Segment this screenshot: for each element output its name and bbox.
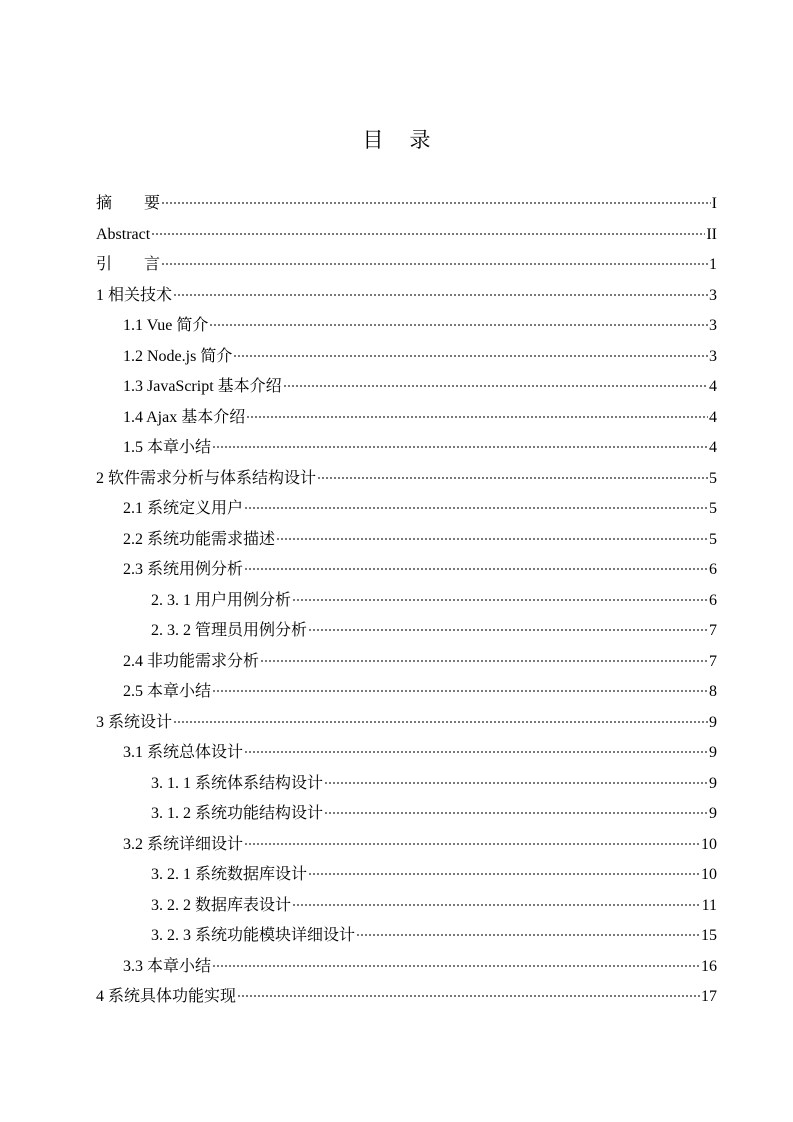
toc-entry[interactable] (96, 555, 717, 586)
toc-leader-dots (173, 721, 708, 723)
toc-entry[interactable] (96, 982, 717, 1013)
toc-entry-label: 3 系统设计 (96, 713, 173, 731)
toc-entry-page-number: 11 (701, 896, 717, 914)
toc-leader-dots (161, 263, 708, 265)
toc-leader-dots (324, 812, 708, 814)
toc-entry[interactable] (96, 525, 717, 556)
toc-entry-label: 3. 2. 2 数据库表设计 (151, 896, 292, 914)
toc-leader-dots (308, 873, 700, 875)
toc-leader-dots (212, 446, 708, 448)
toc-entry-page-number: 1 (709, 256, 717, 273)
toc-entry-page-number: 5 (709, 500, 717, 517)
toc-leader-dots (246, 416, 708, 418)
toc-entry-label: 1.4 Ajax 基本介绍 (123, 408, 246, 426)
toc-entry[interactable] (96, 433, 717, 464)
toc-leader-dots (161, 202, 711, 204)
toc-entry[interactable] (96, 799, 717, 830)
toc-entry-page-number: I (711, 195, 717, 212)
toc-entry[interactable] (96, 342, 717, 373)
toc-entry-label: 3. 2. 1 系统数据库设计 (151, 866, 308, 883)
toc-entry-page-number: 10 (701, 866, 717, 883)
toc-entry[interactable] (96, 738, 717, 769)
toc-entry-label: 2.2 系统功能需求描述 (123, 530, 276, 548)
toc-entry-label: 2.1 系统定义用户 (123, 500, 244, 517)
toc-entry[interactable] (96, 677, 717, 708)
toc-entry-label: 1.2 Node.js 简介 (123, 347, 233, 365)
toc-entry-label: 3. 1. 2 系统功能结构设计 (151, 805, 324, 822)
toc-entry-page-number: II (706, 225, 717, 243)
page-title-char-2: 录 (409, 128, 431, 152)
toc-entry[interactable] (96, 769, 717, 800)
toc-entry-label: 1 相关技术 (96, 286, 173, 304)
page-title (0, 126, 793, 154)
toc-leader-dots (292, 599, 708, 601)
toc-entry-label: 4 系统具体功能实现 (96, 988, 237, 1005)
toc-leader-dots (233, 355, 708, 357)
toc-entry-label: 1.1 Vue 简介 (123, 317, 209, 334)
toc-entry[interactable] (96, 189, 717, 220)
toc-leader-dots (212, 690, 708, 692)
toc-entry[interactable] (96, 220, 717, 251)
toc-entry[interactable] (96, 311, 717, 342)
toc-entry-label: 1.3 JavaScript 基本介绍 (123, 378, 282, 395)
toc-leader-dots (209, 324, 708, 326)
toc-leader-dots (244, 568, 708, 570)
toc-entry-label: 3.1 系统总体设计 (123, 744, 244, 761)
toc-entry-label: 1.5 本章小结 (123, 439, 212, 456)
table-of-contents (96, 189, 717, 1013)
toc-entry-page-number: 4 (709, 378, 717, 395)
toc-leader-dots (356, 934, 700, 936)
toc-entry-label: 2.5 本章小结 (123, 683, 212, 700)
toc-entry-label: 摘 要 (96, 195, 161, 212)
toc-entry-page-number: 5 (709, 469, 717, 487)
toc-leader-dots (308, 629, 708, 631)
toc-leader-dots (260, 660, 708, 662)
toc-leader-dots (244, 751, 708, 753)
toc-entry-page-number: 6 (709, 591, 717, 609)
toc-entry[interactable] (96, 952, 717, 983)
toc-leader-dots (324, 782, 708, 784)
toc-leader-dots (212, 965, 700, 967)
toc-entry[interactable] (96, 616, 717, 647)
toc-entry-page-number: 4 (709, 408, 717, 426)
toc-entry[interactable] (96, 891, 717, 922)
toc-entry[interactable] (96, 281, 717, 312)
toc-entry[interactable] (96, 708, 717, 739)
toc-leader-dots (244, 843, 700, 845)
toc-entry-page-number: 9 (709, 744, 717, 761)
toc-entry-page-number: 7 (709, 652, 717, 670)
toc-leader-dots (283, 385, 708, 387)
toc-leader-dots (292, 904, 701, 906)
toc-entry[interactable] (96, 830, 717, 861)
toc-entry[interactable] (96, 647, 717, 678)
toc-entry-page-number: 8 (709, 683, 717, 700)
toc-entry[interactable] (96, 860, 717, 891)
toc-leader-dots (244, 507, 708, 509)
toc-entry-page-number: 17 (701, 988, 717, 1005)
toc-entry-label: 引 言 (96, 256, 161, 273)
toc-entry-page-number: 7 (709, 622, 717, 639)
toc-entry-page-number: 3 (709, 286, 717, 304)
toc-entry-label: Abstract (96, 225, 151, 243)
toc-entry-label: 2 软件需求分析与体系结构设计 (96, 469, 317, 487)
toc-entry-page-number: 3 (709, 347, 717, 365)
toc-entry-page-number: 3 (709, 317, 717, 334)
page-title-char-1: 目 (362, 128, 384, 152)
toc-entry-page-number: 9 (709, 805, 717, 822)
toc-entry[interactable] (96, 494, 717, 525)
toc-entry-page-number: 4 (709, 439, 717, 456)
toc-entry-page-number: 9 (709, 774, 717, 792)
toc-entry-page-number: 10 (701, 835, 717, 853)
toc-entry-label: 2.4 非功能需求分析 (123, 652, 260, 670)
toc-entry[interactable] (96, 586, 717, 617)
toc-entry[interactable] (96, 464, 717, 495)
toc-entry-page-number: 16 (701, 957, 717, 975)
toc-entry-page-number: 6 (709, 561, 717, 578)
toc-entry-label: 2.3 系统用例分析 (123, 561, 244, 578)
toc-entry-page-number: 9 (709, 713, 717, 731)
toc-entry-page-number: 5 (709, 530, 717, 548)
toc-leader-dots (276, 538, 708, 540)
toc-leader-dots (237, 995, 700, 997)
toc-entry-label: 2. 3. 1 用户用例分析 (151, 591, 292, 609)
toc-entry-label: 2. 3. 2 管理员用例分析 (151, 622, 308, 639)
toc-entry-page-number: 15 (701, 927, 717, 944)
toc-entry-label: 3. 1. 1 系统体系结构设计 (151, 774, 324, 792)
toc-entry-label: 3. 2. 3 系统功能模块详细设计 (151, 927, 356, 944)
toc-leader-dots (317, 477, 708, 479)
toc-entry[interactable] (96, 403, 717, 434)
toc-entry-label: 3.3 本章小结 (123, 957, 212, 975)
toc-entry[interactable] (96, 250, 717, 281)
toc-entry-label: 3.2 系统详细设计 (123, 835, 244, 853)
toc-entry[interactable] (96, 372, 717, 403)
toc-leader-dots (151, 233, 705, 235)
toc-entry[interactable] (96, 921, 717, 952)
toc-leader-dots (173, 294, 708, 296)
